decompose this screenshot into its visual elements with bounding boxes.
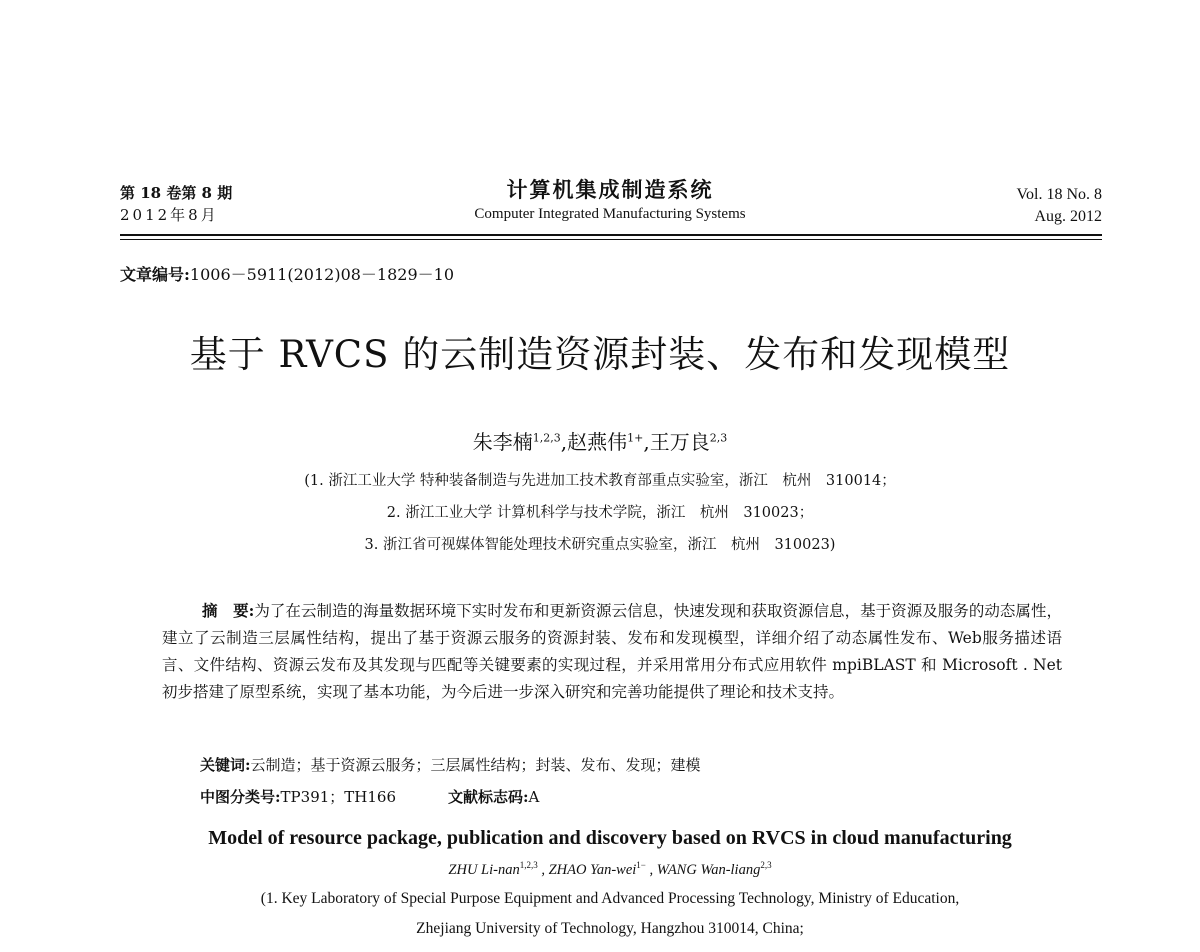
keywords-text: 云制造；基于资源云服务；三层属性结构；封装、发布、发现；建模 xyxy=(250,756,701,774)
date-cn: 2012年8月 xyxy=(120,206,219,224)
affiliation-cn-3: 3. 浙江省可视媒体智能处理技术研究重点实验室，浙江 杭州 310023) xyxy=(364,537,836,553)
paper-title-cn: 基于 RVCS 的云制造资源封装、发布和发现模型 xyxy=(189,333,1011,376)
author-separator-en: , xyxy=(537,861,549,878)
article-number-label: 文章编号: xyxy=(120,265,190,284)
author-affiliation-mark-en: 1,2,3 xyxy=(519,860,538,870)
journal-title-cn: 计算机集成制造系统 xyxy=(506,177,714,202)
affiliation-en-2: Zhejiang University of Technology, Hangzhou 310014, China; xyxy=(416,920,804,937)
affiliation-cn-1: (1. 浙江工业大学 特种装备制造与先进加工技术教育部重点实验室，浙江 杭州 310014； xyxy=(304,473,896,489)
abstract xyxy=(162,597,1062,706)
header-issue-info xyxy=(120,182,232,226)
affiliation-en-1: (1. Key Laboratory of Special Purpose Equipment and Advanced Processing Technology, Ministry of Education, xyxy=(260,890,960,907)
header-rule-thin xyxy=(120,239,1102,240)
author-separator: , xyxy=(560,430,568,454)
article-number-value: 1006－5911(2012)08－1829－10 xyxy=(189,265,455,284)
author-separator-en: , xyxy=(645,861,657,878)
volume-cn: 第 18 卷第 8 期 xyxy=(120,184,233,202)
paper-title-en: Model of resource package, publication and discovery based on RVCS in cloud manufacturing xyxy=(208,827,1012,849)
header-volume-info xyxy=(1017,184,1103,228)
abstract-label: 摘 要: xyxy=(202,601,255,620)
authors-en xyxy=(0,860,1200,879)
clc-value: TP391；TH166 xyxy=(280,788,396,806)
author-name: 王万良 xyxy=(649,430,710,454)
date-en: Aug. 2012 xyxy=(1034,208,1102,225)
author-affiliation-mark-en: 1− xyxy=(636,860,646,870)
author-name-en: ZHU Li-nan xyxy=(448,861,520,878)
keywords-label: 关键词: xyxy=(200,756,251,774)
volume-en: Vol. 18 No. 8 xyxy=(1016,186,1102,203)
authors-cn xyxy=(0,426,1200,455)
journal-title-en: Computer Integrated Manufacturing Systems xyxy=(474,206,746,222)
author-name-en: ZHAO Yan-wei xyxy=(548,861,637,878)
author-separator: , xyxy=(643,430,650,454)
doc-code-value: A xyxy=(528,788,540,806)
clc-label: 中图分类号: xyxy=(200,788,281,806)
author-affiliation-mark: 1+ xyxy=(627,431,644,445)
classification xyxy=(200,786,539,807)
author-affiliation-mark: 1,2,3 xyxy=(532,431,561,445)
affiliation-cn-2: 2. 浙江工业大学 计算机科学与技术学院，浙江 杭州 310023； xyxy=(386,505,814,521)
author-affiliation-mark-en: 2,3 xyxy=(760,860,772,870)
abstract-text: 为了在云制造的海量数据环境下实时发布和更新资源云信息，快速发现和获取资源信息，基于资源及服务的动态属性，建立了云制造三层属性结构，提出了基于资源云服务的资源封装、发布和发现模型，详细介绍了动态属性发布、Web服务描述语言、文件结构、资源云发布及其发现与匹配等关键要素的实现过程，并采用常用分布式应用软件 mpiBLAST 和 Microsoft . Net 初步搭建了原型系统，实现了基本功能，为今后进一步深入研究和完善功能提供了理论和技术支持。 xyxy=(162,602,1062,701)
author-name: 赵燕伟 xyxy=(567,430,628,454)
keywords xyxy=(200,754,701,775)
article-number xyxy=(120,262,454,285)
header-journal xyxy=(420,176,800,224)
author-name: 朱李楠 xyxy=(472,430,533,454)
author-name-en: WANG Wan-liang xyxy=(656,861,761,878)
header-rule-thick xyxy=(120,234,1102,236)
doc-code-label: 文献标志码: xyxy=(448,788,529,806)
author-affiliation-mark: 2,3 xyxy=(709,431,728,445)
